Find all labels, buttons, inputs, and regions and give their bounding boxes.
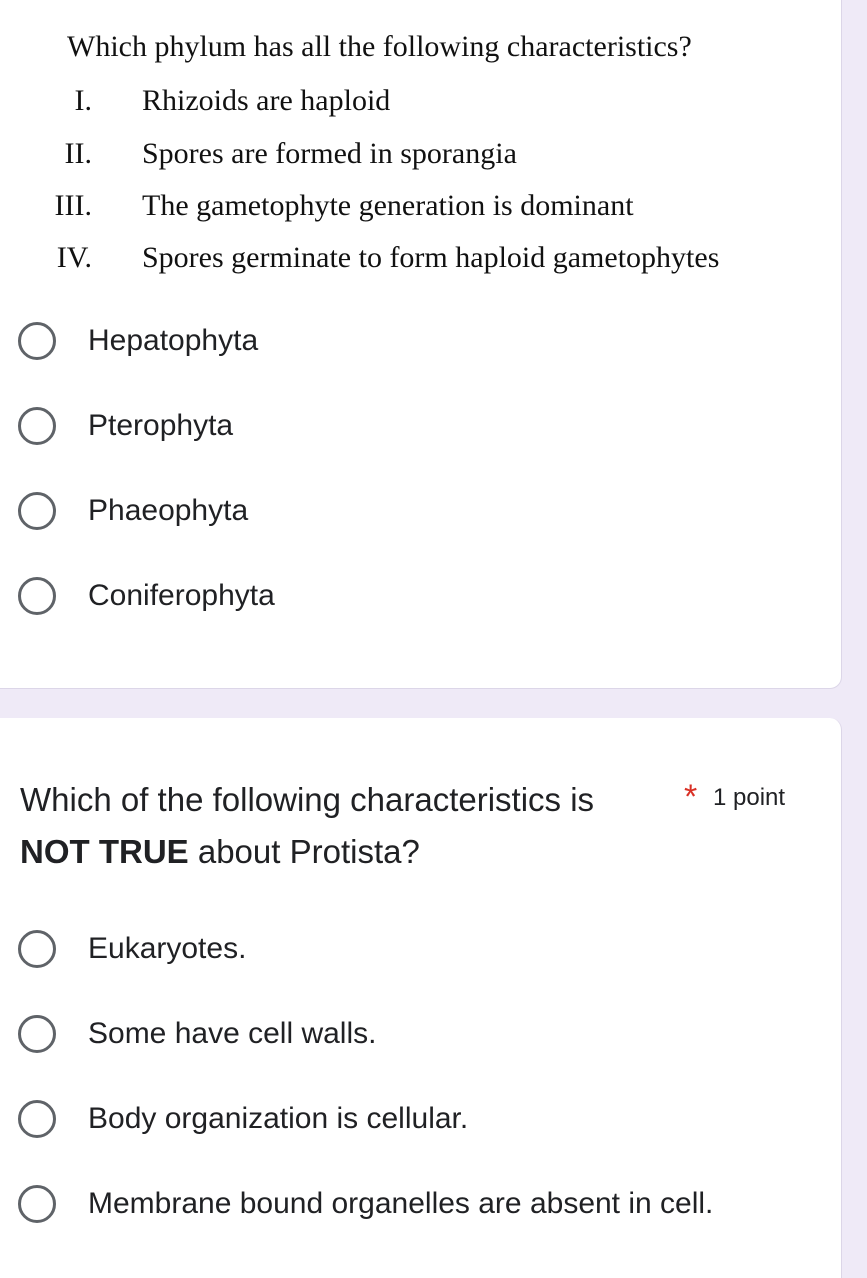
question-2-title-part2: about Protista?	[188, 833, 420, 870]
question-card-2	[0, 718, 842, 1278]
option-label: Some have cell walls.	[88, 1017, 377, 1050]
option-label: Body organization is cellular.	[88, 1102, 469, 1135]
statement-text: Spores are formed in sporangia	[142, 137, 517, 170]
question-2-title	[20, 774, 640, 878]
question-1-title: Which phylum has all the following characteristics?	[67, 30, 692, 63]
radio-button[interactable]	[18, 1015, 56, 1053]
option-label: Eukaryotes.	[88, 932, 247, 965]
radio-button[interactable]	[18, 577, 56, 615]
radio-button[interactable]	[18, 930, 56, 968]
option-label: Coniferophyta	[88, 579, 275, 612]
option-label: Membrane bound organelles are absent in cell.	[88, 1187, 714, 1220]
statement-text: Spores germinate to form haploid gametophytes	[142, 241, 720, 274]
option-hepatophyta[interactable]	[18, 316, 818, 366]
radio-button[interactable]	[18, 322, 56, 360]
option-label: Hepatophyta	[88, 324, 259, 357]
question-2-title-part1: Which of the following characteristics is	[20, 781, 595, 818]
statement-number: IV.	[56, 241, 92, 274]
option-cellular-organization[interactable]	[18, 1094, 818, 1144]
option-eukaryotes[interactable]	[18, 924, 818, 974]
option-label: Phaeophyta	[88, 494, 249, 527]
radio-button[interactable]	[18, 407, 56, 445]
radio-button[interactable]	[18, 492, 56, 530]
option-cell-walls[interactable]	[18, 1009, 818, 1059]
option-pterophyta[interactable]	[18, 401, 818, 451]
required-asterisk: *	[684, 778, 698, 816]
statement-2	[0, 137, 842, 177]
statement-number: III.	[54, 189, 92, 222]
option-organelles-absent[interactable]	[18, 1179, 818, 1229]
statement-number: I.	[74, 84, 92, 117]
statement-4	[0, 241, 842, 281]
statement-3	[0, 189, 842, 229]
option-coniferophyta[interactable]	[18, 571, 818, 621]
option-phaeophyta[interactable]	[18, 486, 818, 536]
radio-button[interactable]	[18, 1100, 56, 1138]
statement-text: The gametophyte generation is dominant	[142, 189, 634, 222]
option-label: Pterophyta	[88, 409, 234, 442]
statement-1	[0, 84, 842, 124]
points-label: 1 point	[713, 784, 786, 811]
statement-text: Rhizoids are haploid	[142, 84, 391, 117]
radio-button[interactable]	[18, 1185, 56, 1223]
statement-number: II.	[64, 137, 92, 170]
question-2-title-bold: NOT TRUE	[20, 833, 189, 870]
